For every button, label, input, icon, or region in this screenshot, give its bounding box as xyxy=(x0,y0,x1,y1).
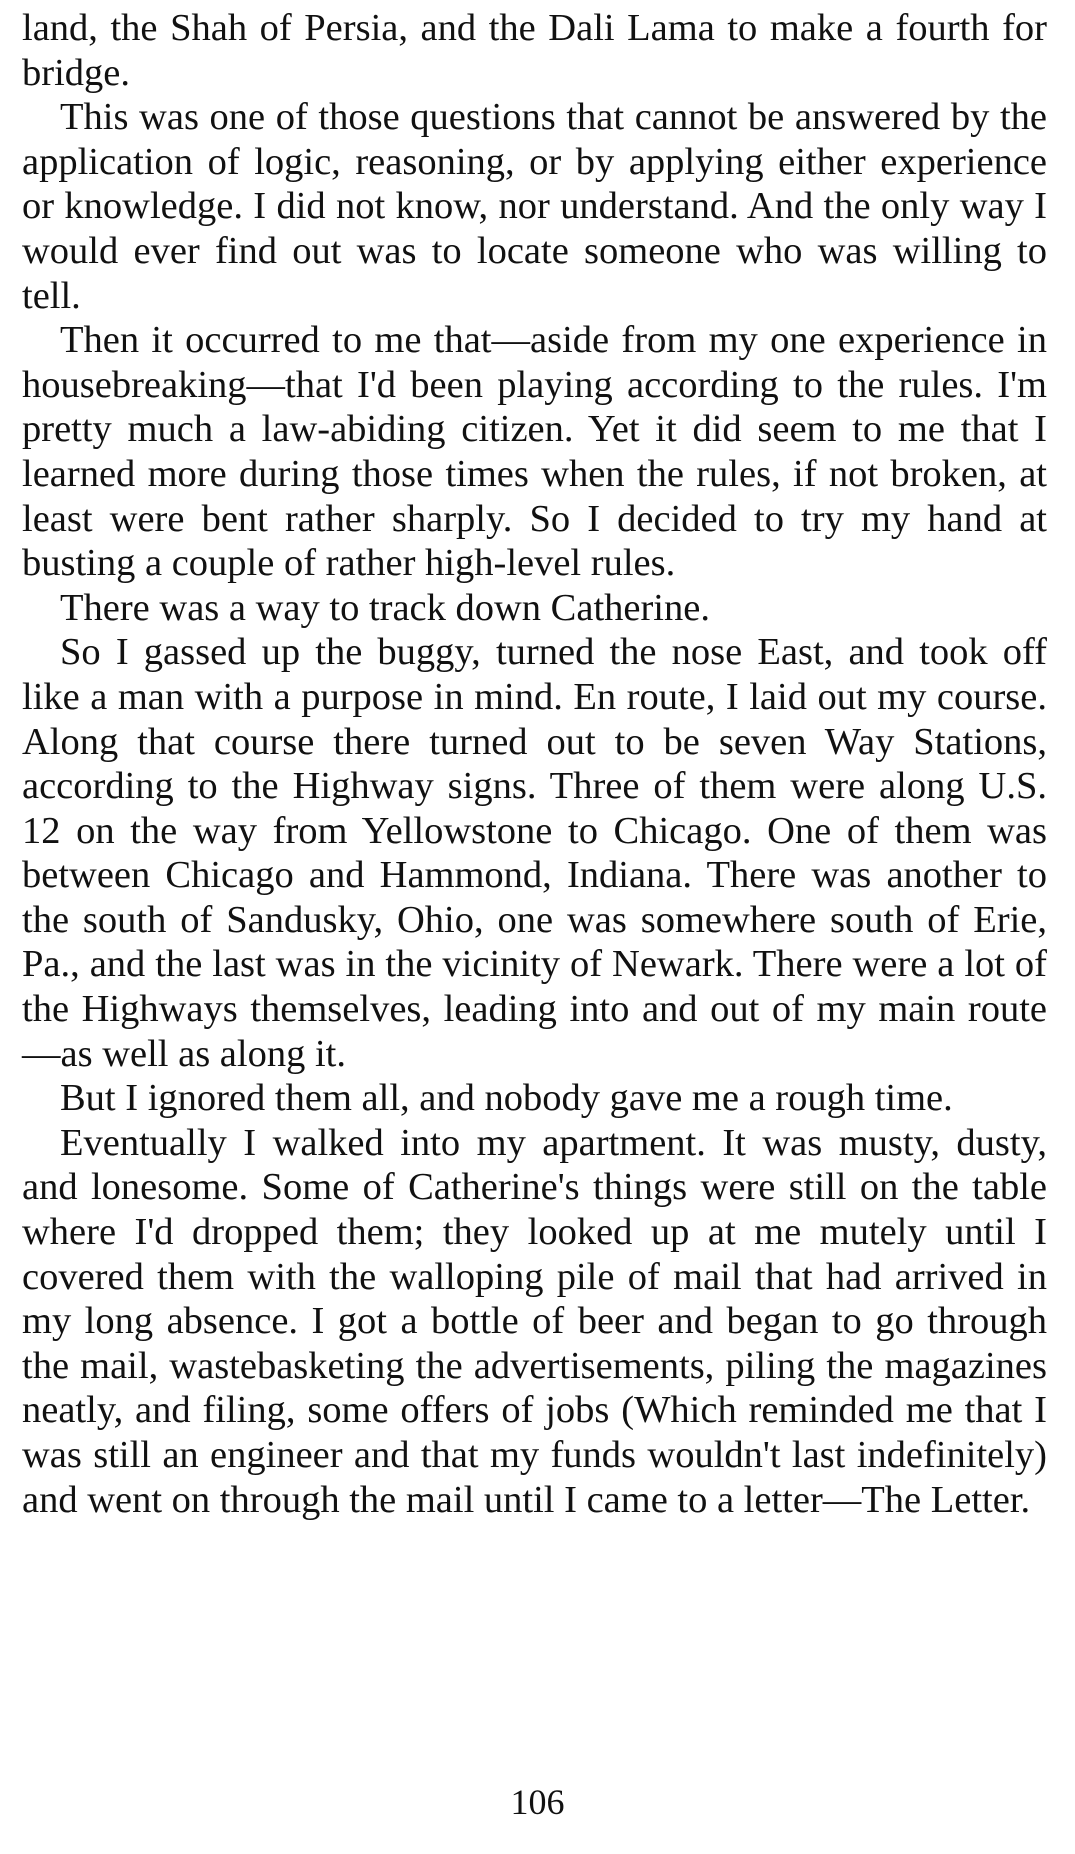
paragraph-4: There was a way to track down Catherine. xyxy=(60,586,710,629)
paragraph-5: So I gassed up the buggy, turned the nose East, and took off like a man with a purpose in mind. En route, I laid out my course. Along that course there turned out to be seven Way Stations, according to the Highway signs. Three of them were along U.S. 12 on the way from Yellowstone to Chicago. One of them was between Chicago and Hammond, Indiana. There was another to the south of Sandusky, Ohio, one was somewhere south of Erie, Pa., and the last was in the vicinity of Newark. There were a lot of the Highways themselves, leading into and out of my main route—as well as along it. xyxy=(22,631,1047,1075)
paragraph-3: Then it occurred to me that—aside from my one experience in housebreaking—that I'd been playing according to the rules. I'm pretty much a law-abiding citizen. Yet it did seem to me that I learned more during those times when the rules, if not broken, at least were bent rather sharply. So I decided to try my hand at busting a couple of rather high-level rules. xyxy=(22,319,1047,585)
paragraph-7: Eventually I walked into my apartment. It was musty, dusty, and lonesome. Some of Catherine's things were still on the table where I'd dropped them; they looked up at me mutely until I covered them with the walloping pile of mail that had arrived in my long absence. I got a bottle of beer and began to go through the mail, wastebasketing the advertisements, piling the magazines neatly, and filing, some offers of jobs (Which reminded me that I was still an engineer and that my funds wouldn't last indefinitely) and went on through the mail until I came to a letter—The Letter. xyxy=(22,1121,1047,1521)
paragraph-6: But I ignored them all, and nobody gave me a rough time. xyxy=(60,1077,953,1120)
paragraph-2: This was one of those questions that cannot be answered by the application of logic, reasoning, or by applying either experience or knowledge. I did not know, nor understand. And the only way I would ever find out was to locate someone who was willing to tell. xyxy=(22,96,1047,317)
page-body xyxy=(22,6,1047,1522)
page-number: 106 xyxy=(510,1782,565,1822)
paragraph-1: land, the Shah of Persia, and the Dali Lama to make a fourth for bridge. xyxy=(22,7,1047,94)
